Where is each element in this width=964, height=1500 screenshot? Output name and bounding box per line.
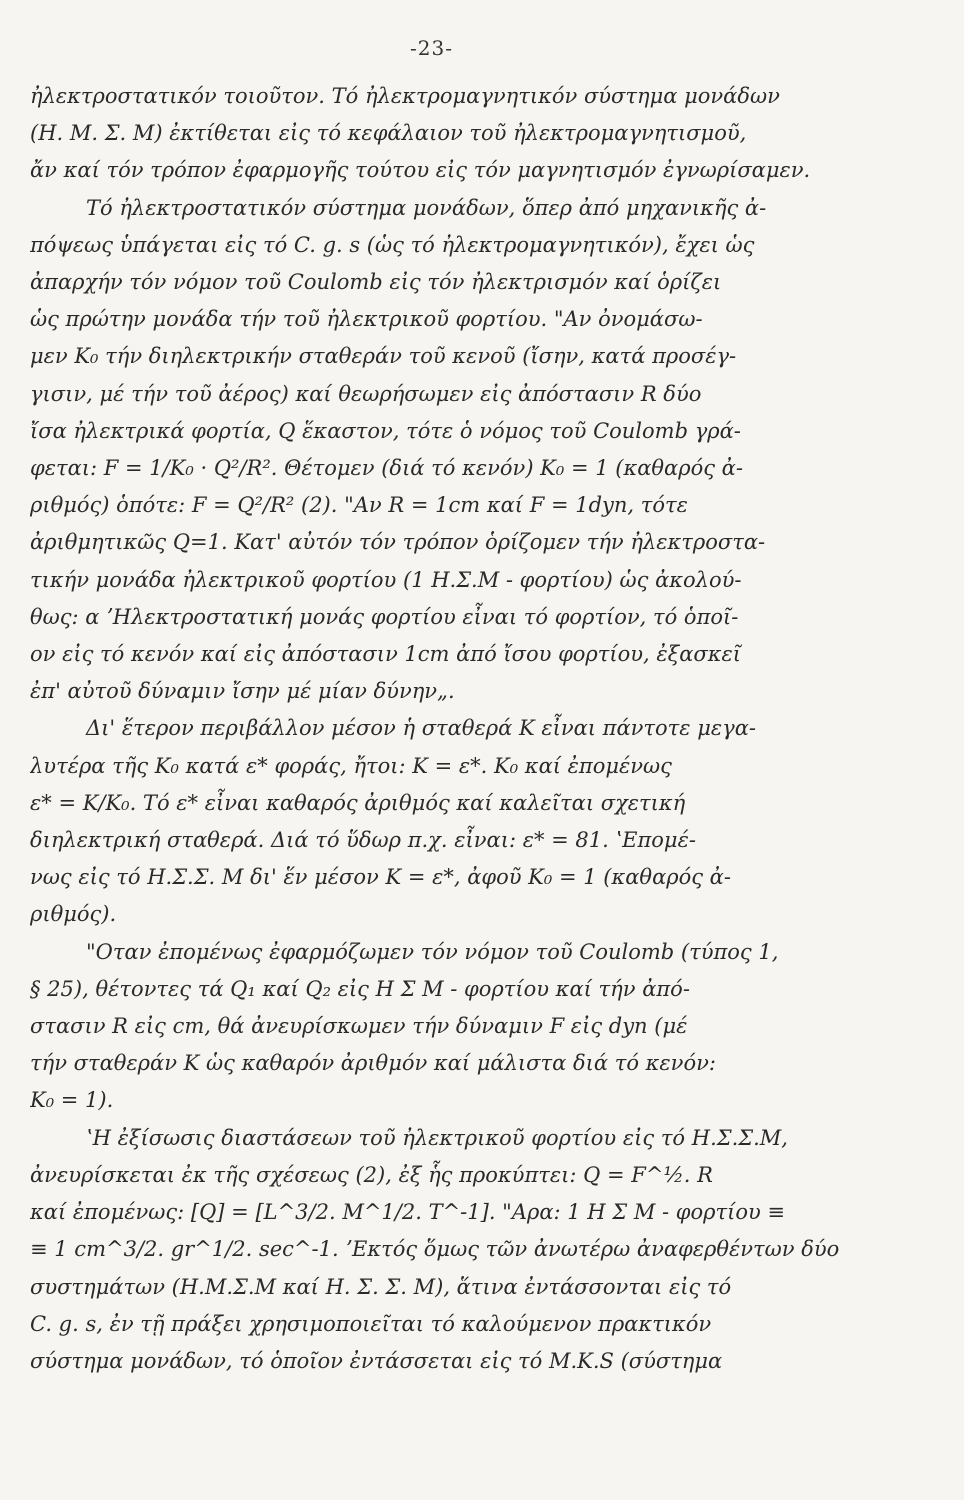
text-line: ἐπ' αὐτοῦ δύναμιν ἴσην μέ μίαν δύνην„. [30, 679, 455, 704]
page-number: -23- [410, 36, 453, 60]
text-line: ἴσα ἠλεκτρικά φορτία, Q ἕκαστον, τότε ὁ νόμος τοῦ Coulomb γρά- [30, 418, 741, 443]
text-line: μεν K₀ τήν διηλεκτρικήν σταθεράν τοῦ κενοῦ (ἴσην, κατά προσέγ- [30, 344, 737, 369]
text-line: ἠλεκτροστατικόν τοιοῦτον. Τό ἠλεκτρομαγνητικόν σύστημα μονάδων [30, 84, 780, 108]
text-line: K₀ = 1). [30, 1088, 114, 1113]
text-line: ριθμός). [30, 902, 117, 927]
text-line-formula: ἀνευρίσκεται ἐκ τῆς σχέσεως (2), ἐξ ἧς προκύπτει: Q = F^½. R [30, 1162, 713, 1187]
text-line: Τό ἠλεκτροστατικόν σύστημα μονάδων, ὅπερ ἀπό μηχανικῆς ἀ- [86, 195, 767, 220]
text-line: νως εἰς τό Η.Σ.Σ. Μ δι' ἕν μέσον K = ε*, ἀφοῦ K₀ = 1 (καθαρός ἀ- [30, 865, 731, 890]
text-line: συστημάτων (Η.Μ.Σ.Μ καί Η. Σ. Σ. Μ), ἅτινα ἐντάσσονται εἰς τό [30, 1274, 732, 1299]
text-line: C. g. s, ἐν τῇ πράξει χρησιμοποιεῖται τό καλούμενον πρακτικόν [30, 1311, 712, 1336]
text-line: (Η. Μ. Σ. Μ) ἐκτίθεται εἰς τό κεφάλαιον τοῦ ἠλεκτρομαγνητισμοῦ, [30, 121, 747, 146]
text-line: ἄν καί τόν τρόπον ἐφαρμογῆς τούτου εἰς τόν μαγνητισμόν ἐγνωρίσαμεν. [30, 158, 811, 183]
text-line: στασιν R εἰς cm, θά ἀνευρίσκωμεν τήν δύναμιν F εἰς dyn (μέ [30, 1014, 688, 1039]
text-line-formula: ≡ 1 cm^3/2. gr^1/2. sec^-1. ʼΕκτός ὅμως τῶν ἀνωτέρω ἀναφερθέντων δύο [30, 1237, 840, 1262]
text-line: ον εἰς τό κενόν καί εἰς ἀπόστασιν 1cm ἀπό ἴσου φορτίου, ἐξασκεῖ [30, 642, 742, 667]
text-line: τικήν μονάδα ἠλεκτρικοῦ φορτίου (1 Η.Σ.Μ - φορτίου) ὡς ἀκολού- [30, 567, 742, 592]
text-line: ὡς πρώτην μονάδα τήν τοῦ ἠλεκτρικοῦ φορτίου. "Αν ὀνομάσω- [30, 307, 703, 332]
text-line: τήν σταθεράν K ὡς καθαρόν ἀριθμόν καί μάλιστα διά τό κενόν: [30, 1051, 716, 1076]
body-text [30, 78, 930, 1380]
text-line: σύστημα μονάδων, τό ὁποῖον ἐντάσσεται εἰς τό M.K.S (σύστημα [30, 1348, 723, 1373]
text-line: ἀπαρχήν τόν νόμον τοῦ Coulomb εἰς τόν ἠλεκτρισμόν καί ὁρίζει [30, 270, 722, 295]
text-line-formula: ε* = K/K₀. Τό ε* εἶναι καθαρός ἀριθμός καί καλεῖται σχετική [30, 790, 686, 815]
text-line: ἀριθμητικῶς Q=1. Κατ' αὐτόν τόν τρόπον ὁρίζομεν τήν ἠλεκτροστα- [30, 530, 766, 555]
text-line: Δι' ἕτερον περιβάλλον μέσον ἡ σταθερά K εἶναι πάντοτε μεγα- [86, 716, 756, 741]
text-line: διηλεκτρική σταθερά. Διά τό ὕδωρ π.χ. εἶναι: ε* = 81. ʽΕπομέ- [30, 828, 696, 853]
text-line: θως: α ʼΗλεκτροστατική μονάς φορτίου εἶναι τό φορτίον, τό ὁποῖ- [30, 604, 739, 629]
text-line-boxed-formula: ριθμός) ὁπότε: F = Q²/R² (2). "Αν R = 1cm καί F = 1dyn, τότε [30, 493, 688, 518]
text-line-formula: καί ἐπομένως: [Q] = [L^3/2. M^1/2. T^-1]. "Αρα: 1 Η Σ Μ - φορτίου ≡ [30, 1200, 785, 1225]
text-line: ʽΗ ἐξίσωσις διαστάσεων τοῦ ἠλεκτρικοῦ φορτίου εἰς τό Η.Σ.Σ.Μ, [86, 1125, 788, 1150]
text-line: πόψεως ὑπάγεται εἰς τό C. g. s (ὡς τό ἠλεκτρομαγνητικόν), ἔχει ὡς [30, 232, 755, 257]
text-line: λυτέρα τῆς K₀ κατά ε* φοράς, ἤτοι: K = ε*. K₀ καί ἐπομένως [30, 753, 672, 778]
text-line: γισιν, μέ τήν τοῦ ἀέρος) καί θεωρήσωμεν εἰς ἀπόστασιν R δύο [30, 381, 702, 406]
text-line: § 25), θέτοντες τά Q₁ καί Q₂ εἰς Η Σ Μ - φορτίου καί τήν ἀπό- [30, 976, 690, 1001]
text-line-formula: φεται: F = 1/K₀ · Q²/R². Θέτομεν (διά τό κενόν) K₀ = 1 (καθαρός ἀ- [30, 456, 743, 481]
text-line: "Οταν ἐπομένως ἐφαρμόζωμεν τόν νόμον τοῦ Coulomb (τύπος 1, [86, 939, 779, 964]
